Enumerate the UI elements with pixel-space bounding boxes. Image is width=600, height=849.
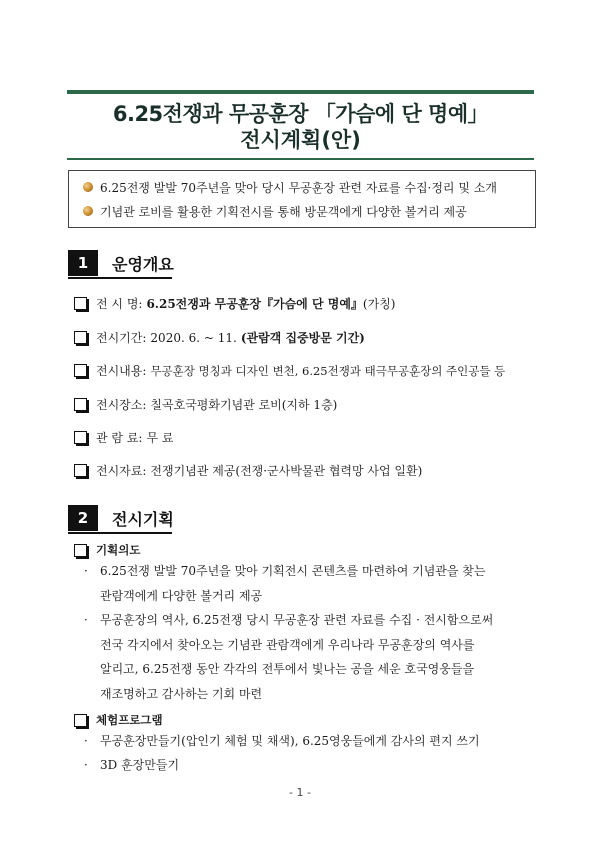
paragraph-line: 재조명하고 감사하는 기회 마련 bbox=[100, 686, 263, 701]
subheading-text: 기획의도 bbox=[96, 543, 141, 557]
paragraph-line: 무공훈장의 역사, 6.25전쟁 당시 무공훈장 관련 자료를 수집 · 전시함으로써 bbox=[100, 613, 494, 627]
checkbox-square-icon bbox=[74, 398, 87, 411]
checkbox-square-icon bbox=[74, 714, 87, 727]
checkbox-square-icon bbox=[74, 297, 87, 310]
orange-circle-bullet-icon bbox=[83, 182, 93, 192]
program-bullet: · 3D 훈장만들기 bbox=[88, 753, 548, 778]
summary-row bbox=[83, 199, 535, 223]
checkbox-square-icon bbox=[74, 431, 87, 444]
overview-item-materials bbox=[74, 462, 422, 479]
title-line-1: 6.25전쟁과 무공훈장 「가슴에 단 명예」 bbox=[112, 102, 489, 126]
section-underline bbox=[68, 532, 172, 534]
intent-bullet: · 6.25전쟁 발발 70주년을 맞아 기획전시 콘텐츠를 마련하여 기념관을 찾는 관람객에게 다양한 볼거리 제공 bbox=[88, 559, 548, 608]
paragraph-line: 전국 각지에서 찾아오는 기념관 관람객에게 우리나라 무공훈장의 역사를 bbox=[100, 637, 475, 652]
paragraph-line: 관람객에게 다양한 볼거리 제공 bbox=[100, 588, 263, 603]
title-line-2: 전시계획(안) bbox=[240, 128, 361, 152]
section-1-heading bbox=[68, 250, 174, 276]
overview-item-venue bbox=[74, 396, 337, 413]
checkbox-square-icon bbox=[74, 331, 87, 344]
item-value: 전쟁기념관 제공(전쟁·군사박물관 협력망 사업 일환) bbox=[150, 464, 423, 478]
paragraph-line: 무공훈장만들기(압인기 체험 및 채색), 6.25영웅들에게 감사의 편지 쓰기 bbox=[100, 734, 480, 748]
section-underline bbox=[68, 277, 172, 279]
item-label: 전시내용: bbox=[96, 364, 147, 378]
program-bullet: · 무공훈장만들기(압인기 체험 및 채색), 6.25영웅들에게 감사의 편지 쓰기 bbox=[88, 729, 548, 754]
item-label: 전시기간: bbox=[96, 331, 147, 345]
item-label: 전 시 명: bbox=[96, 297, 143, 311]
item-value: 무 료 bbox=[146, 431, 174, 445]
overview-item-fee bbox=[74, 429, 173, 446]
item-value: 2020. 6. ~ 11. bbox=[150, 330, 237, 345]
item-label: 전시자료: bbox=[96, 464, 147, 478]
document-title bbox=[67, 90, 534, 160]
summary-row bbox=[83, 175, 535, 199]
summary-text: 6.25전쟁 발발 70주년을 맞아 당시 무공훈장 관련 자료를 수집·정리 및 소개 bbox=[100, 180, 497, 195]
paragraph-line: 3D 훈장만들기 bbox=[100, 758, 180, 772]
orange-circle-bullet-icon bbox=[83, 206, 93, 216]
subheading-text: 체험프로그램 bbox=[96, 713, 163, 727]
item-label: 전시장소: bbox=[96, 398, 147, 412]
section-number: 1 bbox=[68, 250, 98, 276]
item-label: 관 람 료: bbox=[96, 431, 143, 445]
subheading-intent bbox=[74, 542, 140, 558]
summary-text: 기념관 로비를 활용한 기획전시를 통해 방문객에게 다양한 볼거리 제공 bbox=[100, 204, 467, 219]
paragraph-line: 6.25전쟁 발발 70주년을 맞아 기획전시 콘텐츠를 마련하여 기념관을 찾는 bbox=[100, 564, 486, 578]
page-number: - 1 - bbox=[289, 786, 311, 799]
item-value-note: (가칭) bbox=[362, 297, 396, 311]
item-value: 무공훈장 명칭과 디자인 변천, 6.25전쟁과 태극무공훈장의 주인공들 등 bbox=[150, 363, 506, 378]
overview-item-name bbox=[74, 295, 395, 312]
intent-bullet: · 무공훈장의 역사, 6.25전쟁 당시 무공훈장 관련 자료를 수집 · 전시함으로써 전국 각지에서 찾아오는 기념관 관람객에게 우리나라 무공훈장의 역사를 알리고, 6.25전쟁 동안 각각의 전투에서 빛나는 공을 세운 호국영웅들을 재조명하고 감사하는 기회 마련 bbox=[88, 608, 548, 706]
item-value: 6.25전쟁과 무공훈장『가슴에 단 명예』 bbox=[146, 297, 363, 311]
checkbox-square-icon bbox=[74, 544, 87, 557]
paragraph-line: 알리고, 6.25전쟁 동안 각각의 전투에서 빛나는 공을 세운 호국영웅들을 bbox=[100, 662, 475, 676]
section-title: 운영개요 bbox=[112, 254, 174, 274]
section-title: 전시기획 bbox=[112, 509, 174, 529]
item-value-note: (관람객 집중방문 기간) bbox=[240, 331, 365, 345]
item-value: 칠곡호국평화기념관 로비(지하 1층) bbox=[150, 398, 338, 412]
section-2-heading bbox=[68, 505, 174, 531]
overview-item-period bbox=[74, 329, 365, 346]
section-number: 2 bbox=[68, 505, 98, 531]
summary-box bbox=[68, 170, 536, 228]
checkbox-square-icon bbox=[74, 464, 87, 477]
checkbox-square-icon bbox=[74, 364, 87, 377]
overview-item-content bbox=[74, 362, 505, 379]
subheading-program bbox=[74, 712, 163, 728]
